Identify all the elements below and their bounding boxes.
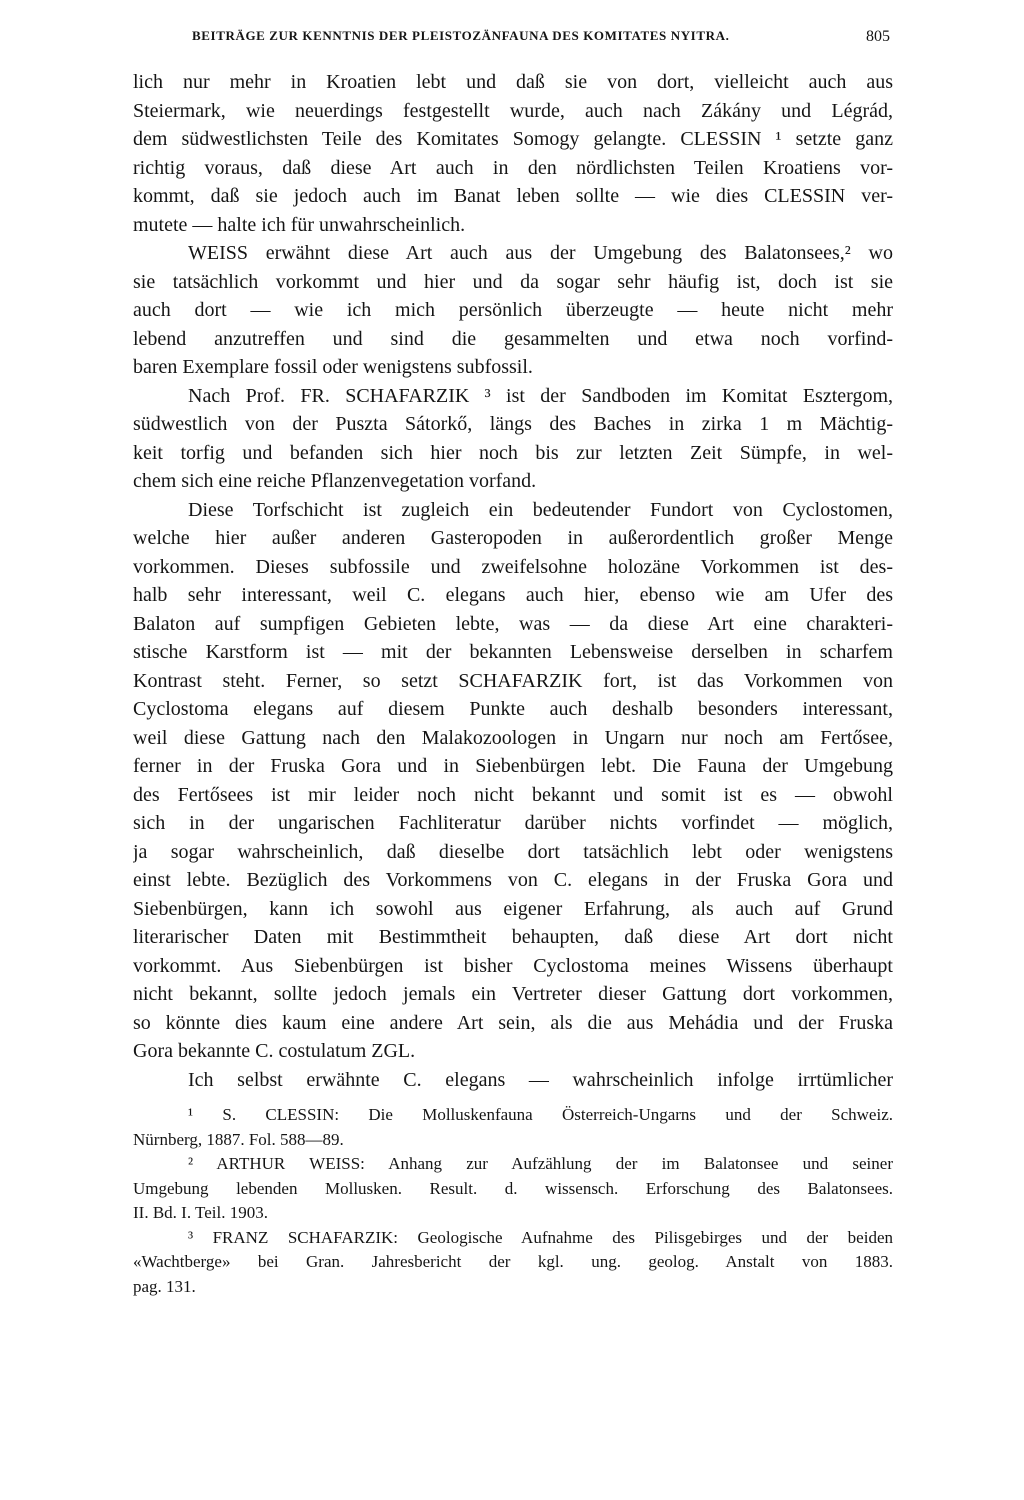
text-line: Cyclostoma elegans auf diesem Punkte auch deshalb besonders interessant,	[133, 698, 893, 720]
text-line: lich nur mehr in Kroatien lebt und daß sie von dort, vielleicht auch aus	[133, 71, 893, 93]
text-line: stische Karstform ist — mit der bekannten Lebensweise derselben in scharfem	[133, 641, 893, 663]
footnote-line: II. Bd. I. Teil. 1903.	[133, 1203, 268, 1222]
text-line: Siebenbürgen, kann ich sowohl aus eigener Erfahrung, als auch auf Grund	[133, 897, 893, 920]
body-text	[133, 68, 893, 1094]
text-line: Ich selbst erwähnte C. elegans — wahrscheinlich infolge irrtümlicher	[188, 1068, 893, 1091]
running-title: BEITRÄGE ZUR KENNTNIS DER PLEISTOZÄNFAUNA DES KOMITATES NYITRA.	[192, 28, 730, 43]
text-line: des Fertősees ist mir leider noch nicht bekannt und somit ist es — obwohl	[133, 783, 893, 806]
text-line: halb sehr interessant, weil C. elegans auch hier, ebenso wie am Ufer des	[133, 584, 893, 606]
text-line: Nach Prof. FR. SCHAFARZIK ³ ist der Sandboden im Komitat Esztergom,	[188, 384, 893, 407]
page-header	[192, 28, 890, 52]
footnote-line: ¹ S. CLESSIN: Die Molluskenfauna Österreich-Ungarns und der Schweiz.	[188, 1105, 893, 1124]
text-line: ja sogar wahrscheinlich, daß dieselbe dort tatsächlich lebt oder wenigstens	[133, 840, 893, 863]
text-line: vorkommt. Aus Siebenbürgen ist bisher Cyclostoma meines Wissens überhaupt	[133, 954, 893, 977]
footnote-line: Nürnberg, 1887. Fol. 588—89.	[133, 1129, 344, 1149]
footnotes	[133, 1103, 893, 1299]
text-line: Gora bekannte C. costulatum ZGL.	[133, 1040, 416, 1062]
text-line: richtig voraus, daß diese Art auch in den nördlichsten Teilen Kroatiens vor-	[133, 156, 893, 179]
text-line: Balaton auf sumpfigen Gebieten lebte, was — da diese Art eine charakteri-	[133, 612, 893, 635]
text-line: mutete — halte ich für unwahrscheinlich.	[133, 213, 466, 236]
text-line: keit torfig und befanden sich hier noch bis zur letzten Zeit Sümpfe, in wel-	[133, 441, 893, 464]
page-number: 805	[866, 28, 890, 45]
footnote-line: ³ FRANZ SCHAFARZIK: Geologische Aufnahme des Pilisgebirges und der beiden	[188, 1227, 893, 1247]
text-line: literarischer Daten mit Bestimmtheit behaupten, daß diese Art dort nicht	[133, 926, 893, 948]
text-line: sich in der ungarischen Fachliteratur darüber nichts vorfindet — möglich,	[133, 812, 893, 834]
text-line: einst lebte. Bezüglich des Vorkommens von C. elegans in der Fruska Gora und	[133, 869, 893, 891]
text-line: sie tatsächlich vorkommt und hier und da sogar sehr häufig ist, doch ist sie	[133, 270, 893, 293]
text-line: so könnte dies kaum eine andere Art sein, als die aus Mehádia und der Fruska	[133, 1011, 893, 1034]
text-line: südwestlich von der Puszta Sátorkő, längs des Baches in zirka 1 m Mächtig-	[133, 413, 893, 435]
text-line: Diese Torfschicht ist zugleich ein bedeutender Fundort von Cyclostomen,	[188, 498, 893, 521]
text-line: Steiermark, wie neuerdings festgestellt wurde, auch nach Zákány und Légrád,	[133, 99, 893, 122]
text-line: weil diese Gattung nach den Malakozoologen in Ungarn nur noch am Fertősee,	[133, 726, 893, 749]
text-line: baren Exemplare fossil oder wenigstens subfossil.	[133, 356, 533, 378]
text-line: dem südwestlichsten Teile des Komitates Somogy gelangte. CLESSIN ¹ setzte ganz	[133, 128, 893, 150]
text-line: auch dort — wie ich mich persönlich überzeugte — heute nicht mehr	[133, 299, 893, 321]
text-line: welche hier außer anderen Gasteropoden in außerordentlich großer Menge	[133, 527, 893, 549]
footnote-line: «Wachtberge» bei Gran. Jahresbericht der kgl. ung. geolog. Anstalt von 1883.	[133, 1252, 893, 1271]
text-line: WEISS erwähnt diese Art auch aus der Umgebung des Balatonsees,² wo	[188, 242, 893, 264]
text-line: vorkommen. Dieses subfossile und zweifelsohne holozäne Vorkommen ist des-	[133, 555, 893, 578]
footnote-line: ² ARTHUR WEISS: Anhang zur Aufzählung der im Balatonsee und seiner	[188, 1154, 893, 1173]
text-line: nicht bekannt, sollte jedoch jemals ein Vertreter dieser Gattung dort vorkommen,	[133, 983, 893, 1005]
text-line: chem sich eine reiche Pflanzenvegetation vorfand.	[133, 470, 537, 492]
footnote-line: Umgebung lebenden Mollusken. Result. d. wissensch. Erforschung des Balatonsees.	[133, 1178, 893, 1198]
text-line: ferner in der Fruska Gora und in Siebenbürgen lebt. Die Fauna der Umgebung	[133, 755, 893, 777]
footnote-line: pag. 131.	[133, 1276, 196, 1296]
text-line: lebend anzutreffen und sind die gesammelten und etwa noch vorfind-	[133, 327, 893, 350]
text-line: kommt, daß sie jedoch auch im Banat leben sollte — wie dies CLESSIN ver-	[133, 185, 893, 207]
text-line: Kontrast steht. Ferner, so setzt SCHAFARZIK fort, ist das Vorkommen von	[133, 669, 893, 692]
